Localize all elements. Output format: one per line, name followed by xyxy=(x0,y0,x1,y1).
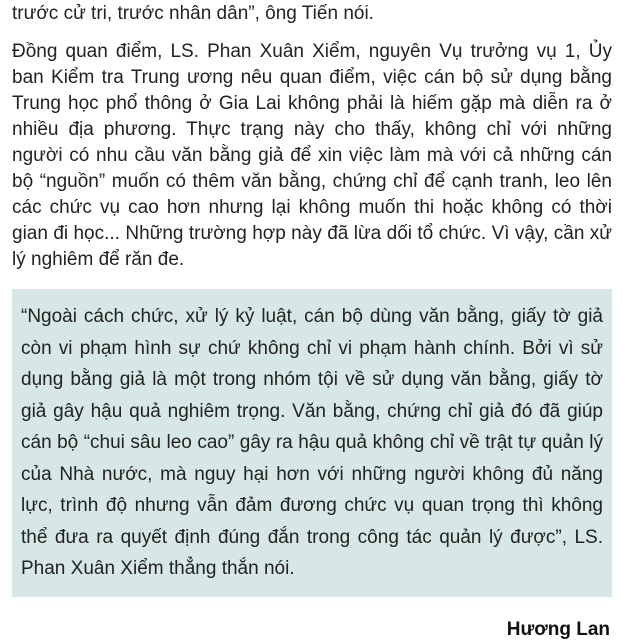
quote-text: “Ngoài cách chức, xử lý kỷ luật, cán bộ dùng văn bằng, giấy tờ giả còn vi phạm hình sự chứ không chỉ vi phạm hành chính. Bởi vì sử dụng bằng giả là một trong nhóm tội về sử dụng văn bằng, giấy tờ giả gây hậu quả nghiêm trọng. Văn bằng, chứng chỉ giả đó đã giúp cán bộ “chui sâu leo cao” gây ra hậu quả không chỉ về trật tự quản lý của Nhà nước, mà nguy hại hơn với những người không đủ năng lực, trình độ nhưng vẫn đảm đương chức vụ quan trọng thì không thể đưa ra quyết định đúng đắn trong công tác quản lý được”, LS. Phan Xuân Xiểm thẳng thắn nói. xyxy=(21,306,603,579)
paragraph-expert-opinion: Đồng quan điểm, LS. Phan Xuân Xiểm, nguyên Vụ trưởng vụ 1, Ủy ban Kiểm tra Trung ương nêu quan điểm, việc cán bộ sử dụng bằng Trung học phổ thông ở Gia Lai không phải là hiếm gặp mà diễn ra ở nhiều địa phương. Thực trạng này cho thấy, không chỉ với những người có nhu cầu văn bằng giả để xin việc làm mà với cả những cán bộ “nguồn” muốn có thêm văn bằng, chứng chỉ để cạnh tranh, leo lên các chức vụ cao hơn nhưng lại không muốn thi hoặc không có thời gian đi học... Những trường hợp này đã lừa dối tổ chức. Vì vậy, cần xử lý nghiêm để răn đe. xyxy=(12,41,612,270)
highlighted-quote-box xyxy=(12,289,612,597)
author-byline: Hương Lan xyxy=(506,618,610,640)
article-body xyxy=(12,0,612,643)
paragraph-closing-quote: trước cử tri, trước nhân dân”, ông Tiến nói. xyxy=(12,3,374,24)
